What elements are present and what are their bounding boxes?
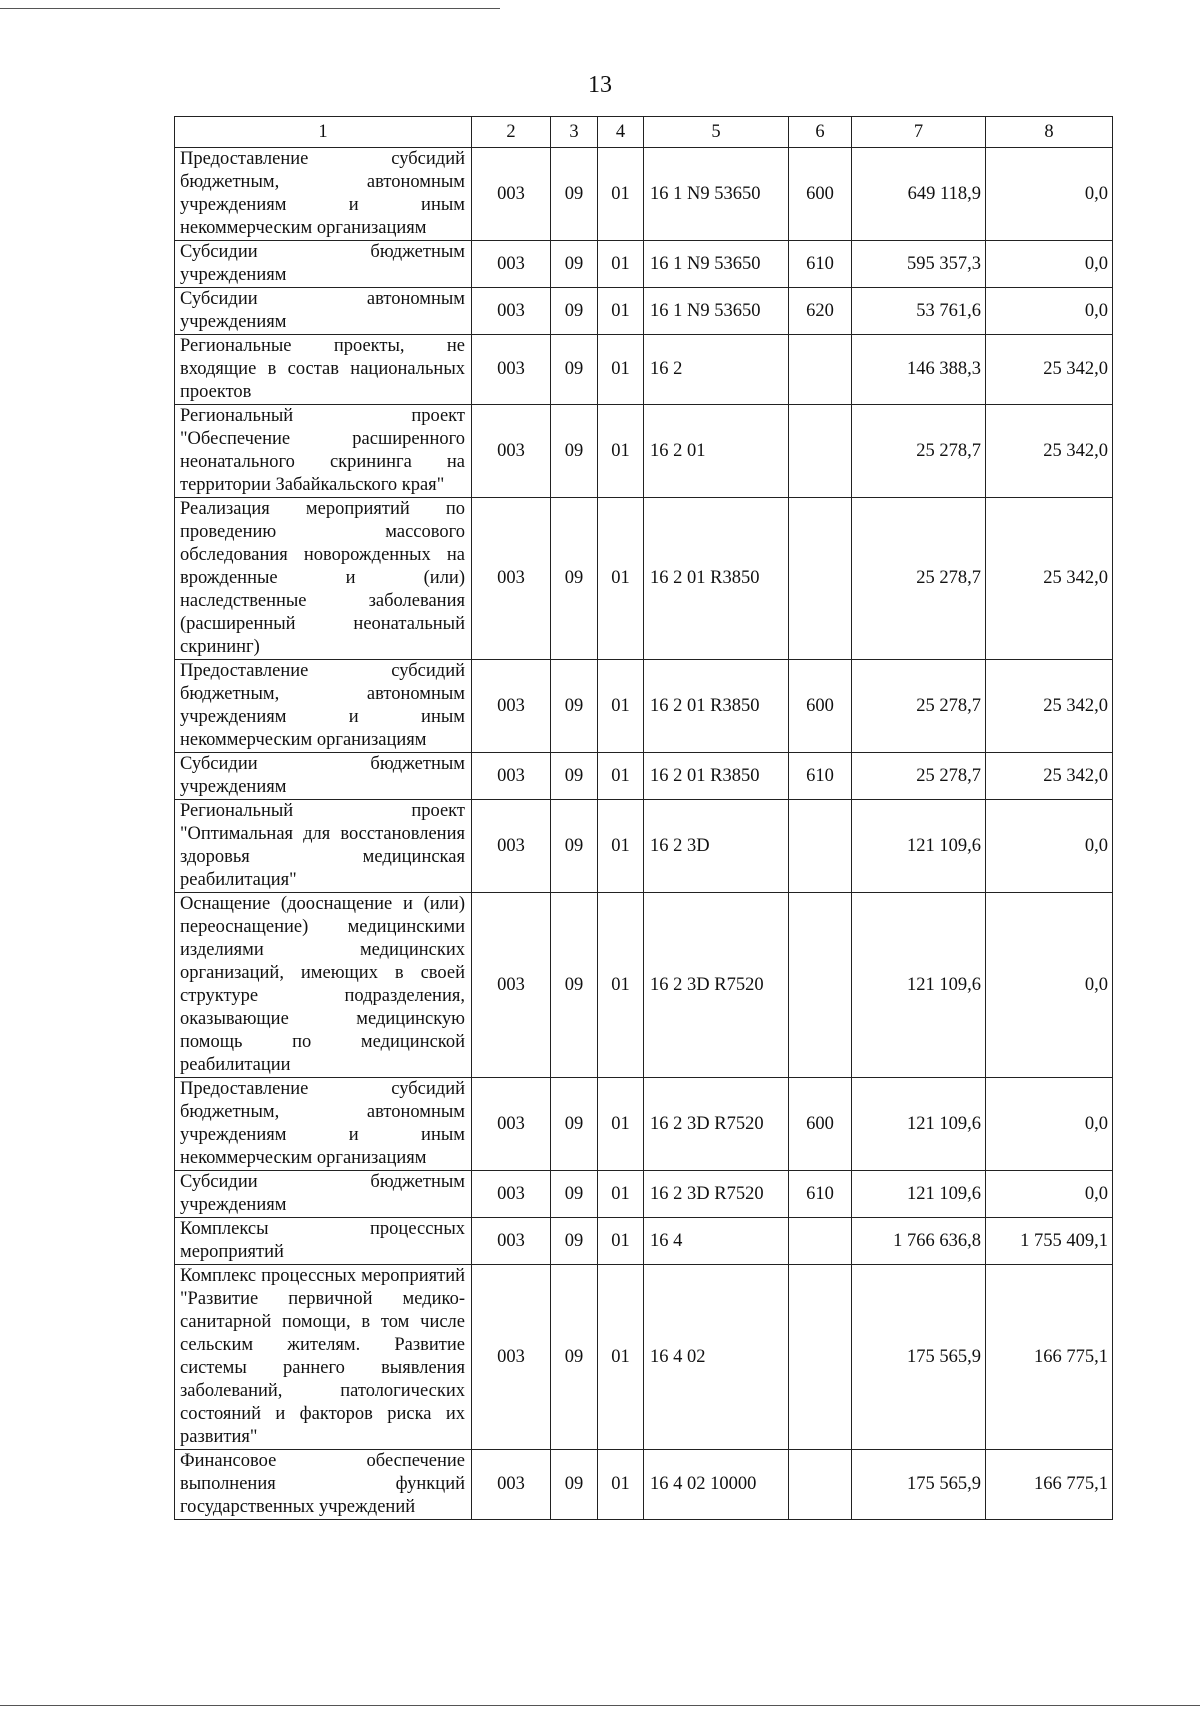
amount-col8: 0,0 bbox=[986, 893, 1113, 1078]
subsection-code: 01 bbox=[598, 1450, 644, 1520]
row-name: Предоставление субсидий бюджетным, автономным учреждениям и иным некоммерческим организациям bbox=[175, 660, 472, 753]
amount-col7: 121 109,6 bbox=[852, 1078, 986, 1171]
expense-type-code: 600 bbox=[789, 1078, 852, 1171]
amount-col8: 0,0 bbox=[986, 800, 1113, 893]
row-name: Финансовое обеспечение выполнения функций государственных учреждений bbox=[175, 1450, 472, 1520]
subsection-code: 01 bbox=[598, 1171, 644, 1218]
column-header: 5 bbox=[644, 117, 789, 148]
target-article-code: 16 4 02 bbox=[644, 1265, 789, 1450]
subsection-code: 01 bbox=[598, 753, 644, 800]
section-code: 09 bbox=[551, 288, 598, 335]
target-article-code: 16 1 N9 53650 bbox=[644, 288, 789, 335]
target-article-code: 16 2 3D R7520 bbox=[644, 893, 789, 1078]
table-row bbox=[175, 753, 1113, 800]
target-article-code: 16 1 N9 53650 bbox=[644, 241, 789, 288]
target-article-code: 16 2 3D bbox=[644, 800, 789, 893]
grbs-code: 003 bbox=[472, 1218, 551, 1265]
section-code: 09 bbox=[551, 498, 598, 660]
row-name: Субсидии бюджетным учреждениям bbox=[175, 1171, 472, 1218]
amount-col8: 166 775,1 bbox=[986, 1450, 1113, 1520]
scan-edge-bottom bbox=[0, 1705, 1200, 1706]
table-row bbox=[175, 498, 1113, 660]
amount-col7: 53 761,6 bbox=[852, 288, 986, 335]
amount-col7: 595 357,3 bbox=[852, 241, 986, 288]
row-name: Региональные проекты, не входящие в состав национальных проектов bbox=[175, 335, 472, 405]
row-name: Региональный проект "Оптимальная для восстановления здоровья медицинская реабилитация" bbox=[175, 800, 472, 893]
expense-type-code: 610 bbox=[789, 753, 852, 800]
expense-type-code bbox=[789, 405, 852, 498]
table-row bbox=[175, 148, 1113, 241]
subsection-code: 01 bbox=[598, 405, 644, 498]
table-row bbox=[175, 893, 1113, 1078]
grbs-code: 003 bbox=[472, 660, 551, 753]
column-header: 8 bbox=[986, 117, 1113, 148]
grbs-code: 003 bbox=[472, 753, 551, 800]
section-code: 09 bbox=[551, 335, 598, 405]
section-code: 09 bbox=[551, 405, 598, 498]
section-code: 09 bbox=[551, 753, 598, 800]
table-row bbox=[175, 241, 1113, 288]
amount-col7: 649 118,9 bbox=[852, 148, 986, 241]
target-article-code: 16 2 bbox=[644, 335, 789, 405]
subsection-code: 01 bbox=[598, 660, 644, 753]
amount-col8: 0,0 bbox=[986, 148, 1113, 241]
subsection-code: 01 bbox=[598, 335, 644, 405]
amount-col8: 0,0 bbox=[986, 241, 1113, 288]
grbs-code: 003 bbox=[472, 288, 551, 335]
expense-type-code: 600 bbox=[789, 660, 852, 753]
budget-table bbox=[174, 116, 1113, 1520]
grbs-code: 003 bbox=[472, 1171, 551, 1218]
section-code: 09 bbox=[551, 893, 598, 1078]
row-name: Комплексы процессных мероприятий bbox=[175, 1218, 472, 1265]
section-code: 09 bbox=[551, 241, 598, 288]
row-name: Реализация мероприятий по проведению массового обследования новорожденных на врожденные и (или) наследственные заболевания (расширенный неонатальный скрининг) bbox=[175, 498, 472, 660]
section-code: 09 bbox=[551, 660, 598, 753]
row-name: Субсидии бюджетным учреждениям bbox=[175, 753, 472, 800]
row-name: Субсидии автономным учреждениям bbox=[175, 288, 472, 335]
column-header: 4 bbox=[598, 117, 644, 148]
amount-col7: 25 278,7 bbox=[852, 498, 986, 660]
section-code: 09 bbox=[551, 1450, 598, 1520]
amount-col7: 175 565,9 bbox=[852, 1450, 986, 1520]
target-article-code: 16 2 3D R7520 bbox=[644, 1078, 789, 1171]
table-row bbox=[175, 1218, 1113, 1265]
table-row bbox=[175, 1450, 1113, 1520]
grbs-code: 003 bbox=[472, 1078, 551, 1171]
table-row bbox=[175, 1078, 1113, 1171]
table-row bbox=[175, 1171, 1113, 1218]
row-name: Субсидии бюджетным учреждениям bbox=[175, 241, 472, 288]
expense-type-code bbox=[789, 1450, 852, 1520]
subsection-code: 01 bbox=[598, 893, 644, 1078]
subsection-code: 01 bbox=[598, 1078, 644, 1171]
row-name: Комплекс процессных мероприятий "Развитие первичной медико-санитарной помощи, в том числе сельским жителям. Развитие системы раннего выявления заболеваний, патологических состояний и факторов риска их развития" bbox=[175, 1265, 472, 1450]
grbs-code: 003 bbox=[472, 893, 551, 1078]
amount-col7: 121 109,6 bbox=[852, 800, 986, 893]
grbs-code: 003 bbox=[472, 1265, 551, 1450]
grbs-code: 003 bbox=[472, 335, 551, 405]
row-name: Региональный проект "Обеспечение расширенного неонатального скрининга на территории Забайкальского края" bbox=[175, 405, 472, 498]
target-article-code: 16 4 bbox=[644, 1218, 789, 1265]
page-number: 13 bbox=[588, 72, 612, 98]
subsection-code: 01 bbox=[598, 498, 644, 660]
target-article-code: 16 2 01 bbox=[644, 405, 789, 498]
target-article-code: 16 4 02 10000 bbox=[644, 1450, 789, 1520]
amount-col7: 1 766 636,8 bbox=[852, 1218, 986, 1265]
subsection-code: 01 bbox=[598, 800, 644, 893]
scan-edge-top bbox=[0, 8, 500, 9]
amount-col7: 25 278,7 bbox=[852, 405, 986, 498]
expense-type-code: 600 bbox=[789, 148, 852, 241]
target-article-code: 16 2 3D R7520 bbox=[644, 1171, 789, 1218]
amount-col8: 25 342,0 bbox=[986, 753, 1113, 800]
expense-type-code bbox=[789, 1265, 852, 1450]
column-header: 3 bbox=[551, 117, 598, 148]
amount-col8: 25 342,0 bbox=[986, 498, 1113, 660]
amount-col8: 0,0 bbox=[986, 1078, 1113, 1171]
amount-col8: 25 342,0 bbox=[986, 335, 1113, 405]
column-header: 1 bbox=[175, 117, 472, 148]
section-code: 09 bbox=[551, 1078, 598, 1171]
row-name: Оснащение (дооснащение и (или) переоснащение) медицинскими изделиями медицинских организаций, имеющих в своей структуре подразделения, оказывающие медицинскую помощь по медицинской реабилитации bbox=[175, 893, 472, 1078]
amount-col8: 25 342,0 bbox=[986, 660, 1113, 753]
amount-col7: 146 388,3 bbox=[852, 335, 986, 405]
table-row bbox=[175, 288, 1113, 335]
column-header: 2 bbox=[472, 117, 551, 148]
target-article-code: 16 1 N9 53650 bbox=[644, 148, 789, 241]
amount-col8: 25 342,0 bbox=[986, 405, 1113, 498]
expense-type-code: 620 bbox=[789, 288, 852, 335]
table-row bbox=[175, 1265, 1113, 1450]
expense-type-code bbox=[789, 893, 852, 1078]
table-row bbox=[175, 335, 1113, 405]
amount-col7: 25 278,7 bbox=[852, 753, 986, 800]
subsection-code: 01 bbox=[598, 1265, 644, 1450]
amount-col7: 25 278,7 bbox=[852, 660, 986, 753]
subsection-code: 01 bbox=[598, 1218, 644, 1265]
grbs-code: 003 bbox=[472, 241, 551, 288]
amount-col8: 166 775,1 bbox=[986, 1265, 1113, 1450]
grbs-code: 003 bbox=[472, 800, 551, 893]
section-code: 09 bbox=[551, 148, 598, 241]
table-row bbox=[175, 800, 1113, 893]
expense-type-code: 610 bbox=[789, 1171, 852, 1218]
section-code: 09 bbox=[551, 1218, 598, 1265]
target-article-code: 16 2 01 R3850 bbox=[644, 498, 789, 660]
expense-type-code bbox=[789, 1218, 852, 1265]
column-header: 6 bbox=[789, 117, 852, 148]
grbs-code: 003 bbox=[472, 1450, 551, 1520]
grbs-code: 003 bbox=[472, 148, 551, 241]
column-header: 7 bbox=[852, 117, 986, 148]
table-row bbox=[175, 405, 1113, 498]
subsection-code: 01 bbox=[598, 288, 644, 335]
section-code: 09 bbox=[551, 1171, 598, 1218]
section-code: 09 bbox=[551, 800, 598, 893]
grbs-code: 003 bbox=[472, 498, 551, 660]
row-name: Предоставление субсидий бюджетным, автономным учреждениям и иным некоммерческим организациям bbox=[175, 148, 472, 241]
amount-col7: 175 565,9 bbox=[852, 1265, 986, 1450]
expense-type-code bbox=[789, 498, 852, 660]
expense-type-code bbox=[789, 800, 852, 893]
subsection-code: 01 bbox=[598, 148, 644, 241]
amount-col7: 121 109,6 bbox=[852, 1171, 986, 1218]
expense-type-code: 610 bbox=[789, 241, 852, 288]
amount-col8: 0,0 bbox=[986, 288, 1113, 335]
amount-col8: 1 755 409,1 bbox=[986, 1218, 1113, 1265]
amount-col7: 121 109,6 bbox=[852, 893, 986, 1078]
header-row bbox=[175, 117, 1113, 148]
row-name: Предоставление субсидий бюджетным, автономным учреждениям и иным некоммерческим организациям bbox=[175, 1078, 472, 1171]
amount-col8: 0,0 bbox=[986, 1171, 1113, 1218]
grbs-code: 003 bbox=[472, 405, 551, 498]
subsection-code: 01 bbox=[598, 241, 644, 288]
target-article-code: 16 2 01 R3850 bbox=[644, 753, 789, 800]
expense-type-code bbox=[789, 335, 852, 405]
target-article-code: 16 2 01 R3850 bbox=[644, 660, 789, 753]
table-row bbox=[175, 660, 1113, 753]
section-code: 09 bbox=[551, 1265, 598, 1450]
